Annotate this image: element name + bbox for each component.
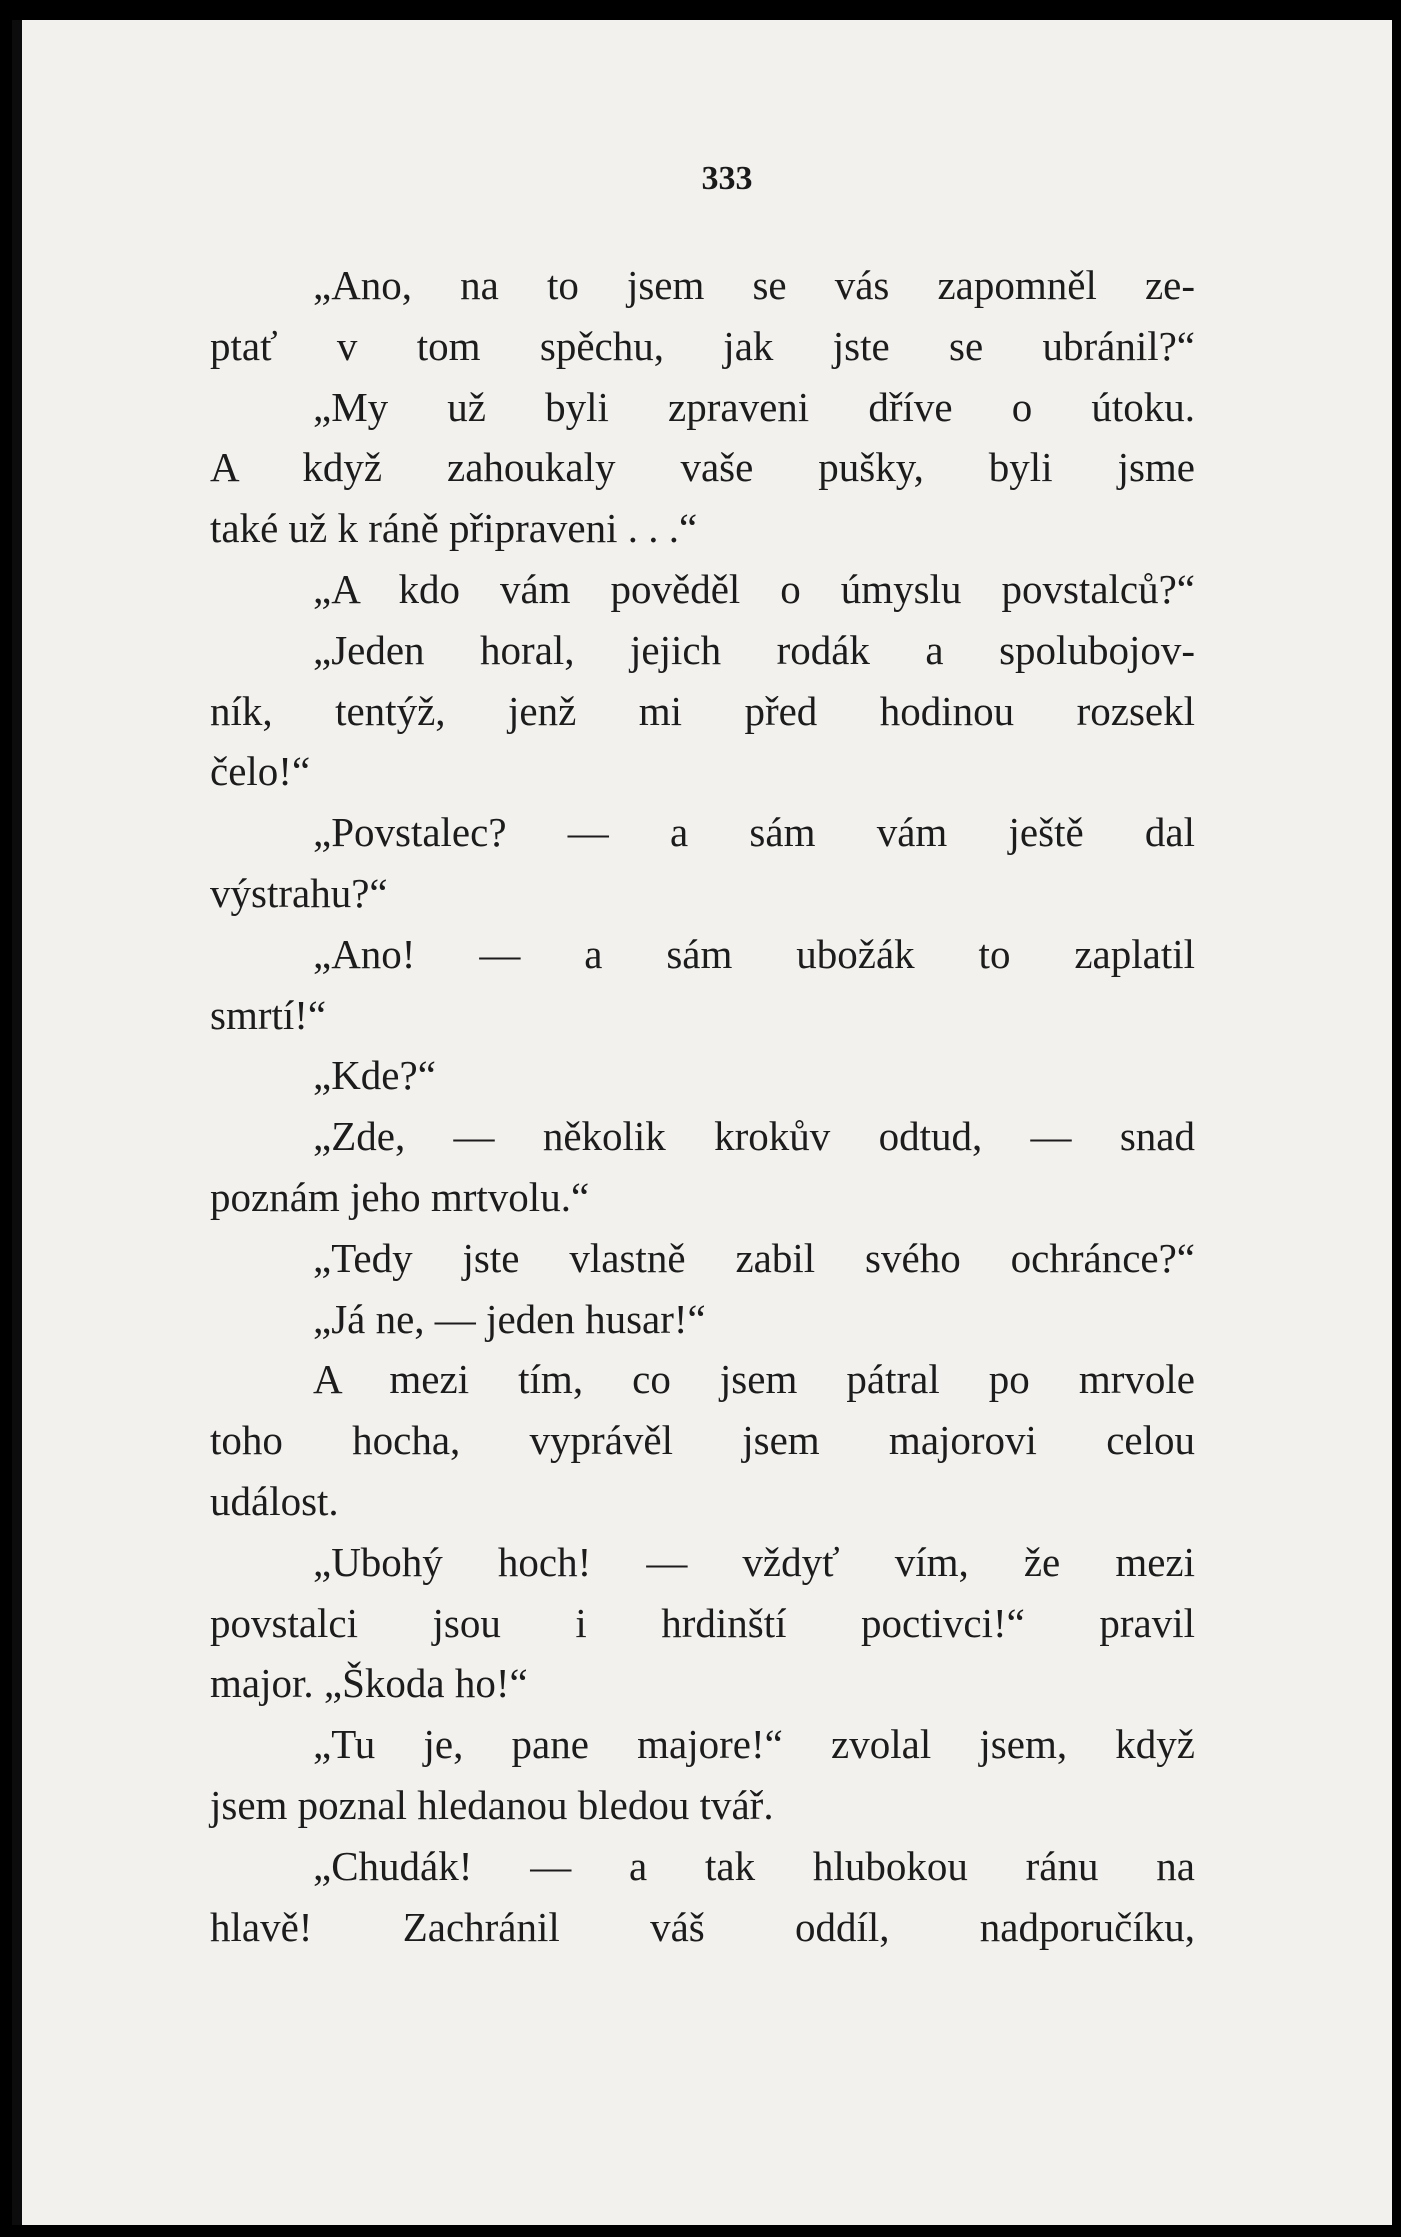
text-line-13: smrtí!“ (210, 991, 327, 1038)
text-line-19: A mezi tím, co jsem pátral po mrvole (313, 1356, 1195, 1403)
text-line-25: „Tu je, pane majore!“ zvolal jsem, když (313, 1721, 1195, 1768)
text-line-17: „Tedy jste vlastně zabil svého ochránce?“ (313, 1234, 1195, 1281)
text-line-2: ptať v tom spěchu, jak jste se ubránil?“ (210, 322, 1195, 369)
text-line-5: také už k ráně připraveni . . .“ (210, 505, 698, 552)
text-line-23: povstalci jsou i hrdinští poctivci!“ pravil (210, 1599, 1195, 1646)
body-text (210, 255, 1195, 1957)
text-line-18: „Já ne, — jeden husar!“ (313, 1295, 706, 1342)
text-line-11: výstrahu?“ (210, 869, 388, 916)
text-line-6: „A kdo vám pověděl o úmyslu povstalců?“ (313, 565, 1195, 612)
text-line-9: čelo!“ (210, 748, 311, 795)
text-line-12: „Ano! — a sám ubožák to zaplatil (313, 930, 1195, 977)
text-line-21: událost. (210, 1477, 339, 1524)
text-line-24: major. „Škoda ho!“ (210, 1660, 528, 1707)
text-line-3: „My už byli zpraveni dříve o útoku. (313, 383, 1195, 430)
text-line-7: „Jeden horal, jejich rodák a spolubojov- (313, 626, 1195, 673)
text-line-22: „Ubohý hoch! — vždyť vím, že mezi (313, 1538, 1195, 1585)
text-line-15: „Zde, — několik krokův odtud, — snad (313, 1113, 1195, 1160)
text-line-14: „Kde?“ (313, 1052, 436, 1099)
text-line-8: ník, tentýž, jenž mi před hodinou rozsekl (210, 687, 1195, 734)
page-number: 333 (701, 160, 753, 197)
text-line-20: toho hocha, vyprávěl jsem majorovi celou (210, 1417, 1195, 1464)
text-line-26: jsem poznal hledanou bledou tvář. (210, 1781, 774, 1828)
text-line-16: poznám jeho mrtvolu.“ (210, 1173, 590, 1220)
text-line-10: „Povstalec? — a sám vám ještě dal (313, 809, 1195, 856)
text-line-27: „Chudák! — a tak hlubokou ránu na (313, 1842, 1195, 1889)
text-line-4: A když zahoukaly vaše pušky, byli jsme (210, 444, 1195, 491)
text-line-28: hlavě! Zachránil váš oddíl, nadporučíku, (210, 1903, 1195, 1950)
text-line-1: „Ano, na to jsem se vás zapomněl ze- (313, 262, 1195, 308)
